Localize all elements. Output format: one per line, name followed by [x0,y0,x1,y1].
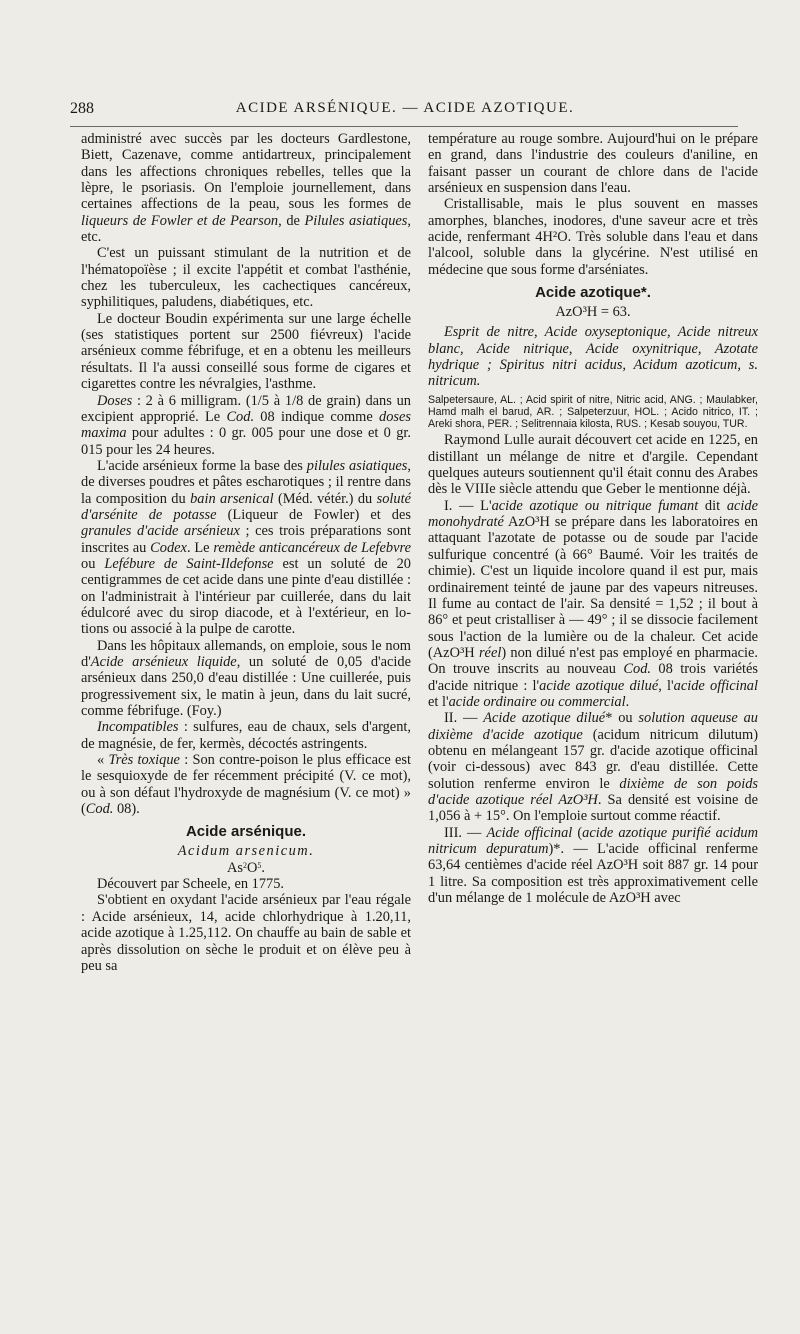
paragraph: Découvert par Scheele, en 1775. [97,876,285,893]
latin-name: Acidum arsenicum. [177,843,315,860]
foreign-names: Salpetersaure, AL. ; Acid spirit of nitre, Nitric acid, ANG. ; Maulabker, Hamd malh el barud, AR. ; Salpeterzuur, HOL. ; Acido nitrico, IT. ; Areki shora, PER. ; Selitrennaia kilosta, RUS. ; Kesab souyou, TUR. [428,393,758,431]
section-heading-acide-azotique: Acide azotique*. [535,284,651,302]
page-header [70,100,740,124]
paragraph: Le docteur Boudin expérimenta sur une large échelle (ses statistiques portent sur 2500 fiévreux) l'acide arsénieux comme fébrifuge, et en a obtenu les meilleurs résultats. Il l'a aussi conseillé sous forme de cigares et cigarettes contre les névralgies, l'asthme. [81,310,411,393]
right-column [428,131,758,1321]
paragraph-doses: Doses : 2 à 6 milligram. (1/5 à 1/8 de grain) dans un excipient approprié. Le Cod. 08 indique comme doses maxima pour adultes : 0 gr. 005 pour une dose et 0 gr. 015 pour les 24 heures. [81,392,411,458]
paragraph-toxic: « Très toxique : Son contre-poison le plus efficace est le sesquioxyde de fer récemment précipité (V. ce mot), ou à son défaut l'hydroxyde de magnésium (V. ce mot) » (Cod. 08). [81,752,411,818]
chemical-formula: $As^2O^5$. [226,859,265,876]
paragraph-dilue: II. — Acide azotique dilué* ou solution aqueuse au dixième d'acide azotique (acidum nitricum dilutum) obtenu en mélangeant 157 gr. d'acide azotique officinal (voir ci-dessous) avec 843 gr. d'eau distillée. Cette solution renferme environ le dixième de son poids d'acide azotique réel AzO³H. Sa densité est voisine de 1,056 à + 15°. On l'emploie surtout comme réactif. [428,710,758,825]
paragraph: température au rouge sombre. Aujourd'hui on le prépare en grand, dans l'industrie des couleurs d'aniline, en faisant passer un courant de chlore dans de l'acide arsénieux en suspension dans l'eau. [428,131,758,197]
synonyms: Esprit de nitre, Acide oxyseptonique, Acide nitreux blanc, Acide nitrique, Acide oxynitrique, Azotate hydrique ; Spiritus nitri acidus, Acidum azoticum, s. nitricum. [428,324,758,390]
chemical-formula: AzO³H = 63. [555,304,631,321]
left-column [81,131,411,1321]
paragraph: Raymond Lulle aurait découvert cet acide en 1225, en distillant un mélange de nitre et d'argile. Cependant quelques auteurs soutiennent qu'il était connu des Arabes dès le VIIIe siècle attendu que Geber le mentionne déjà. [428,432,758,498]
header-rule [70,126,738,127]
paragraph: L'acide arsénieux forme la base des pilules asiatiques, de diverses poudres et pâtes escharotiques ; il rentre dans la composition du bain arsenical (Méd. vétér.) du soluté d'arsénite de potasse (Liqueur de Fowler) et des granules d'acide arsénieux ; ces trois préparations sont inscrites au Codex. Le remède anticancéreux de Lefebvre ou Lefébure de Saint-Ildefonse est un soluté de 20 centigrammes de cet acide dans une pinte d'eau distillée : on l'administrait à l'intérieur par cuillerée, dans du lait édulcoré avec du sirop diacode, et à l'extérieur, en lotions ou associé à la pulpe de carotte. [81,457,411,638]
paragraph: Cristallisable, mais le plus souvent en masses amorphes, blanches, inodores, d'une saveur acre et très acide, renfermant 4H²O. Très soluble dans l'eau et dans l'alcool, soluble dans la glycérine. N'est utilisé en médecine que sous forme d'arséniates. [428,196,758,278]
page-number: 288 [70,100,94,117]
paragraph: administré avec succès par les docteurs Gardlestone, Biett, Cazenave, comme antidartreux, principalement dans les affections chroniques rebelles, telles que la lèpre, le psoriasis. On l'emploie journellement, dans certaines affections de la peau, sous les formes de liqueurs de Fowler et de Pearson, de Pilules asiatiques, etc. [81,131,411,246]
paragraph-officinal: III. — Acide officinal (acide azotique purifié acidum nitricum depuratum)*. — L'acide officinal renferme 63,64 centièmes d'acide réel AzO³H soit 887 gr. 14 pour 1 litre. Sa composition est très approximativement celle d'un mélange de 1 molécule de AzO³H avec [428,824,758,907]
running-head: ACIDE ARSÉNIQUE. — ACIDE AZOTIQUE. [235,100,575,116]
paragraph: C'est un puissant stimulant de la nutrition et de l'hématopoïèse ; il excite l'appétit et combat l'asthénie, chez les tuberculeux, les cachectiques cancéreux, syphilitiques, paludens, diabétiques, etc. [81,245,411,311]
section-heading-acide-arsenique: Acide arsénique. [185,823,307,841]
paragraph: Dans les hôpitaux allemands, on emploie, sous le nom d'Acide arsénieux liquide, un soluté de 0,05 d'acide arsénieux dans 250,0 d'eau distillée : Une cuillerée, puis progressivement six, le matin à jeun, dans du lait sucré, comme fébrifuge. (Foy.) [81,637,411,720]
paragraph: S'obtient en oxydant l'acide arsénieux par l'eau régale : Acide arsénieux, 14, acide chlorhydrique à 1.20,11, acide azotique à 1.25,112. On chauffe au bain de sable et après dissolution on sèche le produit et on élève peu à peu sa [81,892,411,974]
paragraph-incompatibles: Incompatibles : sulfures, eau de chaux, sels d'argent, de magnésie, de fer, kermès, décoctés astringents. [81,719,411,752]
paragraph-fumant: I. — L'acide azotique ou nitrique fumant dit acide monohydraté AzO³H se prépare dans les laboratoires en attaquant l'azotate de potasse ou de soude par l'acide sulfurique concentré (à 66° Baumé. Voir les traités de chimie). C'est un liquide incolore quand il est pur, mais ordinairement teinté de jaune par des vapeurs nitreuses. Il fume au contact de l'air. Sa densité = 1,52 ; il bout à 86° et peut cristalliser à — 49° ; il se dissocie facilement sous l'action de la lumière ou de la chaleur. Cet acide (AzO³H réel) non dilué n'est pas employé en pharmacie. On trouve inscrits au nouveau Cod. 08 trois variétés d'acide nitrique : l'acide azotique dilué, l'acide officinal et l'acide ordinaire ou commercial. [428,497,758,710]
